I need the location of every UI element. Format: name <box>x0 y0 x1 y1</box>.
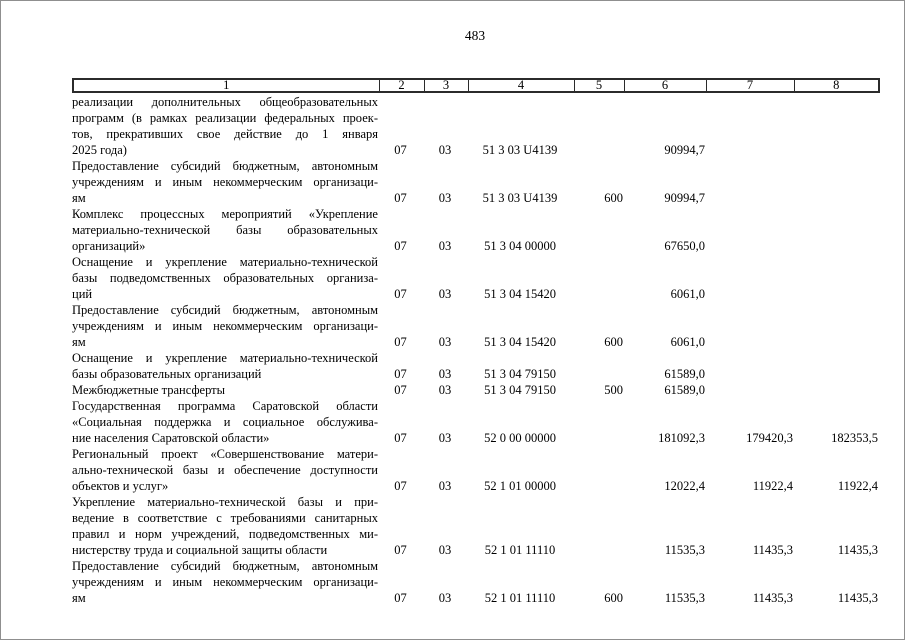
cell-target-article-code: 51 3 04 15420 <box>484 287 556 301</box>
header-cell-6: 6 <box>624 79 706 92</box>
table-row <box>72 94 878 158</box>
page-number: 483 <box>464 28 486 43</box>
cell-amount-col8 <box>793 206 878 254</box>
description-line: базы образовательных организаций <box>72 367 262 381</box>
description-line: тов, прекративших свое действие до 1 января <box>72 127 378 141</box>
cell-podrazdel-code: 03 <box>438 143 452 157</box>
header-cell-2: 2 <box>379 79 424 92</box>
cell-razdel-code: 07 <box>394 543 407 557</box>
cell-expense-type-code: 600 <box>604 591 623 605</box>
row-description <box>72 254 378 302</box>
cell-expense-type-code <box>573 350 623 382</box>
description-line: реализации дополнительных общеобразовательных <box>72 95 378 109</box>
cell-amount-col7 <box>705 158 793 206</box>
cell-target-article-code: 51 3 04 79150 <box>484 383 556 397</box>
cell-razdel-code: 07 <box>394 239 407 253</box>
cell-podrazdel-code: 03 <box>438 367 452 381</box>
cell-podrazdel-code: 03 <box>438 335 452 349</box>
table-row <box>72 446 878 494</box>
description-line: Укрепление материально-технической базы и при- <box>72 495 378 509</box>
cell-amount-col8 <box>793 350 878 382</box>
cell-amount-col7 <box>705 254 793 302</box>
header-cell-1: 1 <box>73 79 379 92</box>
cell-amount-col6: 12022,4 <box>664 479 705 493</box>
cell-target-article-code: 51 3 04 15420 <box>484 335 556 349</box>
description-line: Предоставление субсидий бюджетным, автономным <box>72 559 378 573</box>
cell-amount-col7: 11922,4 <box>752 479 793 493</box>
cell-amount-col7 <box>705 382 793 398</box>
cell-amount-col6: 6061,0 <box>670 287 705 301</box>
row-description <box>72 382 378 398</box>
cell-target-article-code: 52 1 01 11110 <box>484 591 556 605</box>
description-line: ций <box>72 287 93 301</box>
description-line: 2025 года) <box>72 143 127 157</box>
row-description <box>72 558 378 606</box>
description-line: «Социальная поддержка и социальное обслужива- <box>72 415 378 429</box>
table-row <box>72 206 878 254</box>
cell-target-article-code: 52 1 01 11110 <box>484 543 556 557</box>
cell-podrazdel-code: 03 <box>438 191 452 205</box>
budget-table <box>72 94 878 606</box>
description-line: организаций» <box>72 239 146 253</box>
cell-podrazdel-code: 03 <box>438 383 452 397</box>
description-line: ям <box>72 591 86 605</box>
cell-amount-col7: 179420,3 <box>746 431 793 445</box>
cell-amount-col6: 6061,0 <box>670 335 705 349</box>
cell-amount-col8 <box>793 158 878 206</box>
cell-amount-col7 <box>705 94 793 158</box>
table-row <box>72 382 878 398</box>
cell-expense-type-code <box>573 206 623 254</box>
description-line: ям <box>72 335 86 349</box>
cell-podrazdel-code: 03 <box>438 431 452 445</box>
cell-expense-type-code: 500 <box>604 383 623 397</box>
description-line: нистерству труда и социальной защиты области <box>72 543 328 557</box>
cell-razdel-code: 07 <box>394 479 407 493</box>
cell-amount-col8 <box>793 254 878 302</box>
cell-expense-type-code <box>573 446 623 494</box>
row-description <box>72 94 378 158</box>
description-line: объектов и услуг» <box>72 479 169 493</box>
description-line: Оснащение и укрепление материально-технической <box>72 351 378 365</box>
cell-target-article-code: 51 3 03 U4139 <box>482 191 558 205</box>
cell-amount-col6: 181092,3 <box>658 431 705 445</box>
row-description <box>72 302 378 350</box>
cell-amount-col8 <box>793 302 878 350</box>
description-line: Межбюджетные трансферты <box>72 383 226 397</box>
table-row <box>72 350 878 382</box>
cell-amount-col6: 90994,7 <box>664 191 705 205</box>
cell-razdel-code: 07 <box>394 143 407 157</box>
cell-razdel-code: 07 <box>394 367 407 381</box>
description-line: ние населения Саратовской области» <box>72 431 270 445</box>
cell-podrazdel-code: 03 <box>438 543 452 557</box>
cell-razdel-code: 07 <box>394 591 407 605</box>
description-line: учреждениям и иным некоммерческим организаци- <box>72 575 378 589</box>
cell-amount-col6: 67650,0 <box>664 239 705 253</box>
cell-razdel-code: 07 <box>394 191 407 205</box>
description-line: материально-технической базы образовательных <box>72 223 378 237</box>
header-row <box>73 79 879 92</box>
cell-podrazdel-code: 03 <box>438 479 452 493</box>
cell-expense-type-code: 600 <box>604 335 623 349</box>
description-line: программ (в рамках реализации федеральных проек- <box>72 111 378 125</box>
description-line: базы подведомственных образовательных организа- <box>72 271 378 285</box>
table-column-header <box>72 78 880 93</box>
cell-amount-col8 <box>793 94 878 158</box>
cell-amount-col6: 11535,3 <box>664 591 705 605</box>
cell-amount-col6: 61589,0 <box>664 383 705 397</box>
cell-target-article-code: 51 3 04 79150 <box>484 367 556 381</box>
header-cell-7: 7 <box>706 79 794 92</box>
cell-amount-col8: 11435,3 <box>837 543 878 557</box>
description-line: ально-технической базы и обеспечение доступности <box>72 463 378 477</box>
table-row <box>72 158 878 206</box>
table-row <box>72 398 878 446</box>
cell-amount-col8 <box>793 382 878 398</box>
row-description <box>72 494 378 558</box>
cell-amount-col7 <box>705 302 793 350</box>
cell-target-article-code: 51 3 04 00000 <box>484 239 556 253</box>
header-cell-5: 5 <box>574 79 624 92</box>
row-description <box>72 446 378 494</box>
cell-podrazdel-code: 03 <box>438 239 452 253</box>
cell-razdel-code: 07 <box>394 431 407 445</box>
cell-target-article-code: 52 1 01 00000 <box>484 479 556 493</box>
header-cell-4: 4 <box>468 79 574 92</box>
cell-amount-col7 <box>705 350 793 382</box>
row-description <box>72 206 378 254</box>
cell-podrazdel-code: 03 <box>438 287 452 301</box>
cell-amount-col8: 11922,4 <box>837 479 878 493</box>
table-row <box>72 494 878 558</box>
cell-target-article-code: 51 3 03 U4139 <box>482 143 558 157</box>
row-description <box>72 350 378 382</box>
cell-amount-col8: 182353,5 <box>831 431 878 445</box>
cell-expense-type-code <box>573 94 623 158</box>
description-line: Региональный проект «Совершенствование матери- <box>72 447 378 461</box>
cell-amount-col7: 11435,3 <box>752 543 793 557</box>
cell-amount-col7: 11435,3 <box>752 591 793 605</box>
description-line: Предоставление субсидий бюджетным, автономным <box>72 159 378 173</box>
cell-amount-col6: 90994,7 <box>664 143 705 157</box>
description-line: правил и норм учреждений, подведомственных ми- <box>72 527 378 541</box>
cell-amount-col6: 11535,3 <box>664 543 705 557</box>
header-cell-3: 3 <box>424 79 468 92</box>
cell-expense-type-code <box>573 254 623 302</box>
cell-amount-col7 <box>705 206 793 254</box>
description-line: ям <box>72 191 86 205</box>
cell-razdel-code: 07 <box>394 383 407 397</box>
description-line: Государственная программа Саратовской области <box>72 399 378 413</box>
table-body <box>72 94 878 606</box>
table-row <box>72 558 878 606</box>
description-line: Комплекс процессных мероприятий «Укрепление <box>72 207 378 221</box>
row-description <box>72 158 378 206</box>
cell-podrazdel-code: 03 <box>438 591 452 605</box>
row-description <box>72 398 378 446</box>
description-line: Предоставление субсидий бюджетным, автономным <box>72 303 378 317</box>
cell-expense-type-code: 600 <box>604 191 623 205</box>
cell-amount-col8: 11435,3 <box>837 591 878 605</box>
cell-target-article-code: 52 0 00 00000 <box>484 431 556 445</box>
table-row <box>72 302 878 350</box>
cell-amount-col6: 61589,0 <box>664 367 705 381</box>
description-line: Оснащение и укрепление материально-технической <box>72 255 378 269</box>
header-cell-8: 8 <box>794 79 879 92</box>
table-row <box>72 254 878 302</box>
cell-razdel-code: 07 <box>394 287 407 301</box>
description-line: учреждениям и иным некоммерческим организаци- <box>72 175 378 189</box>
description-line: учреждениям и иным некоммерческим организаци- <box>72 319 378 333</box>
cell-expense-type-code <box>573 494 623 558</box>
description-line: ведение в соответствие с требованиями санитарных <box>72 511 378 525</box>
cell-razdel-code: 07 <box>394 335 407 349</box>
cell-expense-type-code <box>573 398 623 446</box>
